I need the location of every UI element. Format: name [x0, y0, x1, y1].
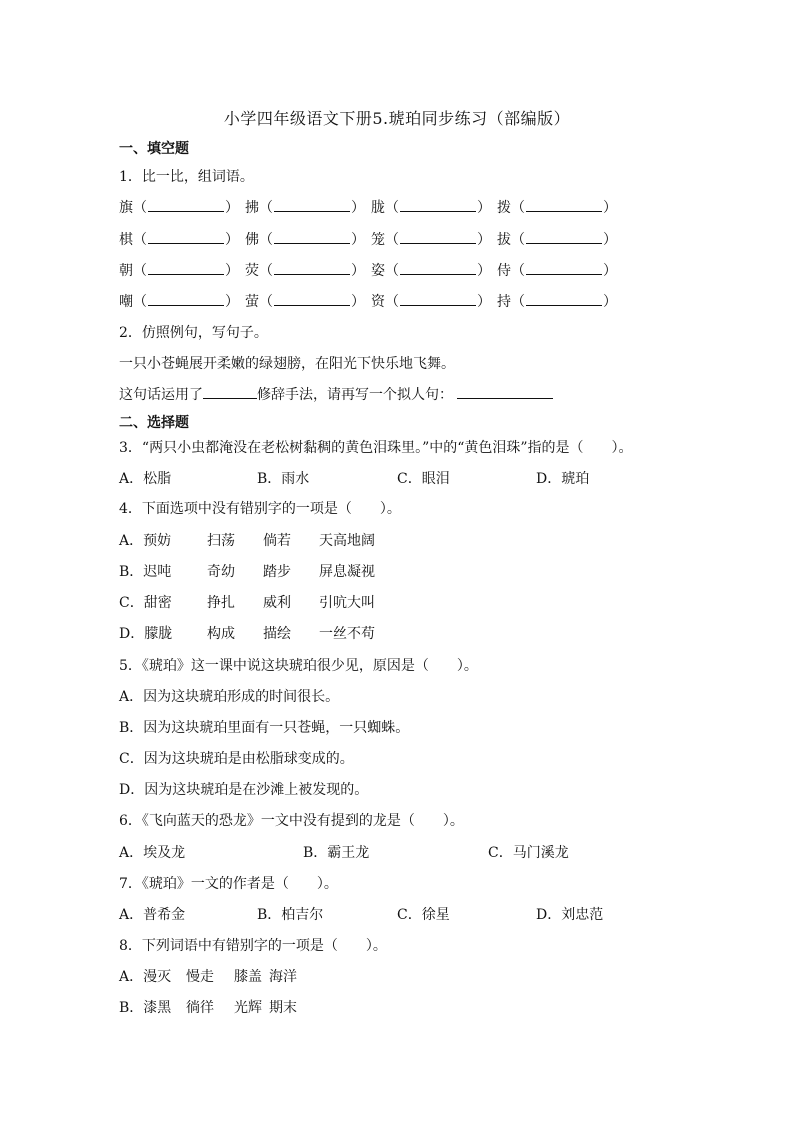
- q5-option-b[interactable]: B．因为这块琥珀里面有一只苍蝇，一只蜘蛛。: [119, 720, 410, 736]
- q1-grid-cell: [371, 260, 491, 280]
- q1-grid-row: [119, 291, 639, 311]
- close-paren: ）: [603, 232, 617, 248]
- open-paren: （: [511, 232, 525, 248]
- q1-stem: 1．比一比，组词语。: [119, 169, 254, 185]
- q8-option-word: A．漫灭: [119, 969, 172, 985]
- q1-character: 拨: [497, 200, 511, 216]
- q4-option-word: 描绘: [263, 626, 291, 642]
- q1-character: 侍: [497, 263, 511, 279]
- personification-answer-blank[interactable]: [457, 386, 553, 399]
- q1-grid-cell: [119, 291, 239, 311]
- open-paren: （: [385, 263, 399, 279]
- q7-stem: 7．《琥珀》一文的作者是（ ）。: [119, 876, 338, 892]
- q4-option-word: D．朦胧: [119, 626, 173, 642]
- open-paren: （: [133, 200, 147, 216]
- q4-stem: 4．下面选项中没有错别字的一项是（ ）。: [119, 501, 401, 517]
- q2-prompt-part2: 修辞手法，请再写一个拟人句：: [257, 387, 453, 403]
- q1-character: 佛: [245, 232, 259, 248]
- q1-grid-cell: [119, 197, 239, 217]
- word-answer-blank[interactable]: [400, 199, 476, 212]
- open-paren: （: [133, 294, 147, 310]
- word-answer-blank[interactable]: [274, 293, 350, 306]
- q1-character: 萤: [245, 294, 259, 310]
- q2-stem: 2．仿照例句，写句子。: [119, 325, 268, 341]
- q1-character: 嘲: [119, 294, 133, 310]
- open-paren: （: [259, 294, 273, 310]
- q8-option-word: B．漆黑: [119, 1000, 172, 1016]
- word-answer-blank[interactable]: [400, 293, 476, 306]
- close-paren: ）: [351, 200, 365, 216]
- q1-grid-row: [119, 197, 639, 217]
- q4-option-row[interactable]: [119, 592, 679, 612]
- q1-grid-cell: [497, 291, 617, 311]
- q8-option-word: 期末: [269, 1000, 297, 1016]
- close-paren: ）: [477, 263, 491, 279]
- q6-option-a[interactable]: A．埃及龙: [119, 845, 186, 861]
- q1-grid-cell: [245, 229, 365, 249]
- q4-option-word: 构成: [207, 626, 235, 642]
- q2-example-sentence: 一只小苍蝇展开柔嫩的绿翅膀，在阳光下快乐地飞舞。: [119, 356, 455, 372]
- q3-options: [119, 468, 679, 488]
- q6-option-c[interactable]: C．马门溪龙: [488, 845, 569, 861]
- word-answer-blank[interactable]: [400, 231, 476, 244]
- q1-grid-cell: [497, 197, 617, 217]
- q1-grid-cell: [371, 291, 491, 311]
- q1-grid-cell: [245, 197, 365, 217]
- q3-option-b[interactable]: B．雨水: [257, 471, 310, 487]
- q4-option-word: 挣扎: [207, 595, 235, 611]
- q1-grid-cell: [119, 229, 239, 249]
- q7-options: [119, 904, 679, 924]
- q6-stem: 6．《飞向蓝天的恐龙》一文中没有提到的龙是（ ）。: [119, 813, 464, 829]
- q4-option-word: 扫荡: [207, 533, 235, 549]
- q5-stem: 5．《琥珀》这一课中说这块琥珀很少见，原因是（ ）。: [119, 658, 478, 674]
- q3-option-d[interactable]: D．琥珀: [536, 471, 590, 487]
- q3-option-c[interactable]: C．眼泪: [397, 471, 450, 487]
- q2-prompt: [119, 384, 553, 404]
- q3-stem: 3．“两只小虫都淹没在老松树黏稠的黄色泪珠里。”中的“黄色泪珠”指的是（ ）。: [119, 440, 633, 456]
- q1-character: 姿: [371, 263, 385, 279]
- word-answer-blank[interactable]: [274, 262, 350, 275]
- word-answer-blank[interactable]: [526, 199, 602, 212]
- q1-character: 资: [371, 294, 385, 310]
- open-paren: （: [511, 294, 525, 310]
- q4-option-word: C．甜密: [119, 595, 172, 611]
- q7-option-a[interactable]: A．普希金: [119, 907, 186, 923]
- q1-character: 棋: [119, 232, 133, 248]
- open-paren: （: [385, 200, 399, 216]
- word-answer-blank[interactable]: [526, 293, 602, 306]
- word-answer-blank[interactable]: [148, 231, 224, 244]
- q4-option-word: 屏息凝视: [319, 564, 375, 580]
- close-paren: ）: [477, 294, 491, 310]
- q8-option-word: 光辉: [234, 1000, 262, 1016]
- q1-grid-cell: [371, 197, 491, 217]
- q4-option-word: 奇幼: [207, 564, 235, 580]
- close-paren: ）: [351, 232, 365, 248]
- q4-option-word: A．预妨: [119, 533, 172, 549]
- q4-option-word: 天高地阔: [319, 533, 375, 549]
- q8-option-word: 海洋: [269, 969, 297, 985]
- q4-option-word: B．迟吨: [119, 564, 172, 580]
- q1-character: 持: [497, 294, 511, 310]
- close-paren: ）: [603, 200, 617, 216]
- open-paren: （: [511, 263, 525, 279]
- q1-grid-cell: [371, 229, 491, 249]
- word-answer-blank[interactable]: [526, 231, 602, 244]
- q4-option-word: 一丝不苟: [319, 626, 375, 642]
- q1-character: 荧: [245, 263, 259, 279]
- q1-grid-row: [119, 260, 639, 280]
- q5-option-a[interactable]: A．因为这块琥珀形成的时间很长。: [119, 689, 340, 705]
- q8-option-word: 膝盖: [234, 969, 262, 985]
- section-choice-heading: 二、选择题: [119, 415, 189, 431]
- q4-option-word: 倘若: [263, 533, 291, 549]
- q1-character: 朝: [119, 263, 133, 279]
- q5-option-c[interactable]: C．因为这块琥珀是由松脂球变成的。: [119, 751, 354, 767]
- q1-grid-cell: [119, 260, 239, 280]
- close-paren: ）: [225, 232, 239, 248]
- q4-option-row[interactable]: [119, 530, 679, 550]
- close-paren: ）: [225, 263, 239, 279]
- word-answer-blank[interactable]: [526, 262, 602, 275]
- word-answer-blank[interactable]: [148, 293, 224, 306]
- open-paren: （: [259, 232, 273, 248]
- q6-options: [119, 842, 679, 862]
- close-paren: ）: [225, 200, 239, 216]
- word-answer-blank[interactable]: [274, 199, 350, 212]
- close-paren: ）: [351, 294, 365, 310]
- q8-option-word: 慢走: [186, 969, 214, 985]
- q4-option-row[interactable]: [119, 623, 679, 643]
- q1-grid-cell: [245, 260, 365, 280]
- close-paren: ）: [225, 294, 239, 310]
- open-paren: （: [259, 263, 273, 279]
- q1-character: 拔: [497, 232, 511, 248]
- close-paren: ）: [477, 200, 491, 216]
- q1-character: 旗: [119, 200, 133, 216]
- close-paren: ）: [351, 263, 365, 279]
- open-paren: （: [133, 232, 147, 248]
- page-title: 小学四年级语文下册5.琥珀同步练习（部编版）: [223, 109, 571, 128]
- rhetoric-answer-blank[interactable]: [203, 386, 257, 399]
- word-answer-blank[interactable]: [274, 231, 350, 244]
- q1-grid-cell: [497, 229, 617, 249]
- close-paren: ）: [603, 294, 617, 310]
- q4-option-word: 引吭大叫: [319, 595, 375, 611]
- open-paren: （: [259, 200, 273, 216]
- word-answer-blank[interactable]: [148, 262, 224, 275]
- q4-option-word: 踏步: [263, 564, 291, 580]
- q7-option-c[interactable]: C．徐星: [397, 907, 450, 923]
- q1-grid-row: [119, 229, 639, 249]
- word-answer-blank[interactable]: [400, 262, 476, 275]
- q8-option-word: 徜徉: [186, 1000, 214, 1016]
- q4-option-word: 威利: [263, 595, 291, 611]
- open-paren: （: [511, 200, 525, 216]
- q5-option-d[interactable]: D．因为这块琥珀是在沙滩上被发现的。: [119, 782, 369, 798]
- open-paren: （: [385, 232, 399, 248]
- q3-option-a[interactable]: A．松脂: [119, 471, 172, 487]
- open-paren: （: [133, 263, 147, 279]
- close-paren: ）: [603, 263, 617, 279]
- q2-prompt-part1: 这句话运用了: [119, 387, 203, 403]
- q6-option-b[interactable]: B．霸王龙: [303, 845, 370, 861]
- q1-character: 拂: [245, 200, 259, 216]
- q1-character: 胧: [371, 200, 385, 216]
- q7-option-b[interactable]: B．柏吉尔: [257, 907, 324, 923]
- word-answer-blank[interactable]: [148, 199, 224, 212]
- close-paren: ）: [477, 232, 491, 248]
- q1-grid-cell: [245, 291, 365, 311]
- q8-stem: 8．下列词语中有错别字的一项是（ ）。: [119, 938, 387, 954]
- q1-grid-cell: [497, 260, 617, 280]
- q8-option-row[interactable]: [119, 997, 679, 1017]
- section-fill-blank-heading: 一、填空题: [119, 141, 189, 157]
- q7-option-d[interactable]: D．刘忠范: [536, 907, 604, 923]
- q4-option-row[interactable]: [119, 561, 679, 581]
- q1-character: 笼: [371, 232, 385, 248]
- q8-option-row[interactable]: [119, 966, 679, 986]
- open-paren: （: [385, 294, 399, 310]
